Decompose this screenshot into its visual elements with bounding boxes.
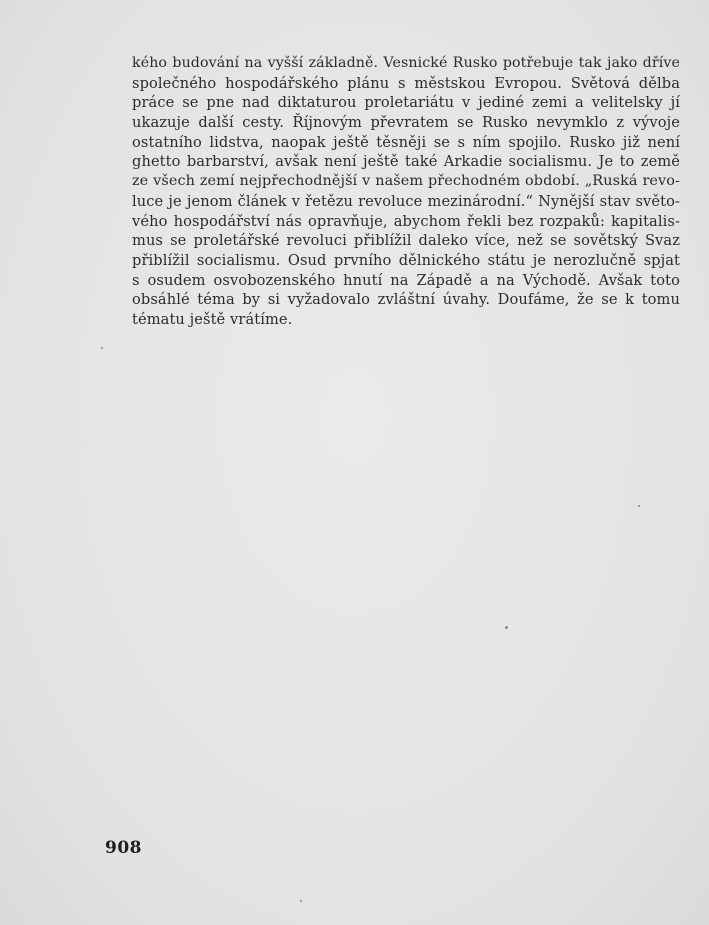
text-line-9: vého hospodářství nás opravňuje, abychom řekli bez rozpaků: kapitalis- [132, 212, 680, 230]
text-line-10: mus se proletářské revoluci přiblížil daleko více, než se sovětský Svaz [132, 232, 680, 250]
paper-speck [101, 347, 103, 349]
text-line-11: přiblížil socialismu. Osud prvního dělnického státu je nerozlučně spjat [132, 251, 680, 269]
text-line-7: ze všech zemí nejpřechodnější v našem přechodném období. „Ruská revo- [132, 173, 680, 190]
text-line-1: kého budování na vyšší základně. Vesnické Rusko potřebuje tak jako dříve [132, 55, 680, 71]
paper-speck [638, 505, 640, 507]
text-line-13: obsáhlé téma by si vyžadovalo zvláštní úvahy. Doufáme, že se k tomu [132, 291, 680, 309]
paper-speck [505, 626, 508, 629]
text-line-3: práce se pne nad diktaturou proletariátu v jediné zemi a velitelsky jí [132, 94, 680, 112]
text-line-5: ostatního lidstva, naopak ještě těsněji se s ním spojilo. Rusko již není [132, 133, 680, 151]
page-number: 908 [105, 838, 142, 858]
text-line-8: luce je jenom článek v řetězu revoluce mezinárodní.“ Nynější stav světo- [132, 192, 680, 210]
paper-speck [300, 900, 302, 902]
text-line-6: ghetto barbarství, avšak není ještě také Arkadie socialismu. Je to země [132, 153, 680, 171]
text-line-2: společného hospodářského plánu s městskou Evropou. Světová dělba [132, 74, 680, 92]
text-line-12: s osudem osvobozenského hnutí na Západě a na Východě. Avšak toto [132, 271, 680, 289]
body-paragraph [132, 54, 680, 330]
text-line-14: tématu ještě vrátíme. [132, 310, 293, 328]
text-line-4: ukazuje další cesty. Říjnovým převratem se Rusko nevymklo z vývoje [132, 114, 680, 132]
